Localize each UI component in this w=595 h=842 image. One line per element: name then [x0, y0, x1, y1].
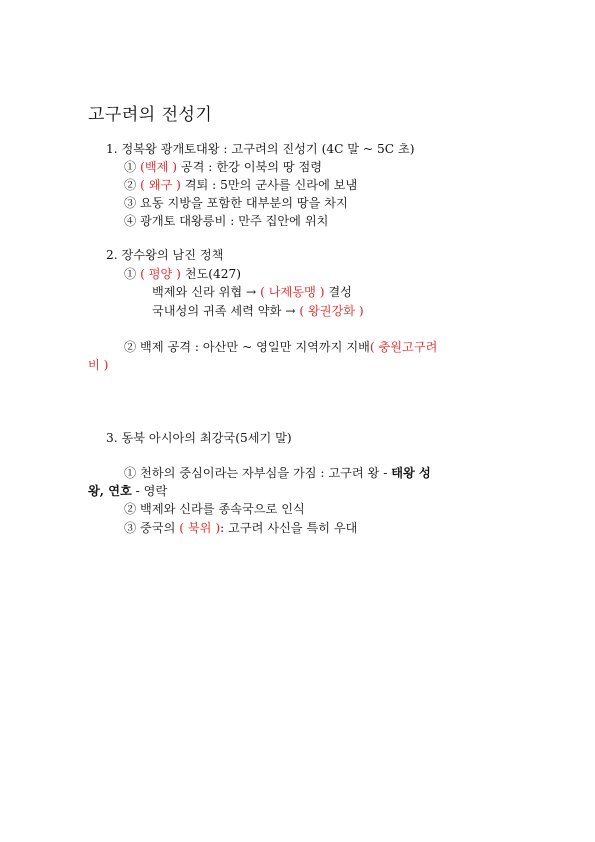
- item-text: 국내성의 귀족 세력 약화 →: [152, 304, 300, 318]
- item-text-end: 결성: [324, 285, 352, 299]
- section-2-sub-2: [152, 303, 364, 319]
- section-2-item-1: [124, 266, 241, 282]
- item-text: ③ 중국의: [124, 521, 180, 535]
- item-text: ① 천하의 중심이라는 자부심을 가짐 : 고구려 왕 -: [124, 466, 392, 480]
- section-1-item-4: ④ 광개토 대왕릉비 : 만주 집안에 위치: [124, 214, 329, 228]
- answer-blank: ( 나제동맹 ): [260, 285, 325, 299]
- section-1-heading: 1. 정복왕 광개토대왕 : 고구려의 진성기 (4C 말 ~ 5C 초): [106, 142, 415, 156]
- section-1-item-3: ③ 요동 지방을 포함한 대부분의 땅을 차지: [124, 196, 348, 210]
- item-prefix: ①: [124, 160, 141, 174]
- item-text: 공격 : 한강 이북의 땅 점령: [177, 160, 323, 174]
- item-text: - 영락: [131, 484, 168, 498]
- item-prefix: ②: [124, 178, 141, 192]
- answer-blank: ( 왕권강화 ): [299, 304, 364, 318]
- section-2-item-2-wrap: 비 ): [88, 358, 109, 372]
- section-1-item-2: [124, 177, 357, 193]
- item-text: ② 백제 공격 : 아산만 ~ 영일만 지역까지 지배: [124, 340, 370, 354]
- section-1-item-1: [124, 159, 322, 175]
- answer-blank: ( 북위 ): [179, 521, 221, 535]
- item-prefix: ①: [124, 267, 141, 281]
- section-3-item-2: ② 백제와 신라를 종속국으로 인식: [124, 502, 305, 516]
- answer-blank: ( 충원고구려: [369, 340, 438, 354]
- section-2-heading: 2. 장수왕의 남진 정책: [106, 248, 224, 262]
- page-title: 고구려의 전성기: [88, 105, 213, 125]
- answer-blank: ( 왜구 ): [140, 178, 181, 192]
- section-2-item-2: [124, 339, 437, 355]
- section-3-item-1: [124, 465, 431, 481]
- item-text: 백제와 신라 위협 →: [152, 285, 261, 299]
- answer-blank: ( 평양 ): [140, 267, 181, 281]
- answer-blank: (백제 ): [140, 160, 177, 174]
- section-3-item-3: [124, 520, 357, 536]
- section-2-sub-1: [152, 284, 352, 300]
- item-text: 격퇴 : 5만의 군사를 신라에 보냄: [180, 178, 358, 192]
- section-3-heading: 3. 동북 아시아의 최강국(5세기 말): [106, 431, 292, 445]
- section-3-item-1-wrap: [88, 483, 167, 499]
- item-text-end: : 고구려 사신을 특히 우대: [220, 521, 358, 535]
- item-text: 천도(427): [180, 267, 242, 281]
- bold-term: 태왕 성: [391, 466, 431, 480]
- bold-term: 왕, 연호: [88, 484, 132, 498]
